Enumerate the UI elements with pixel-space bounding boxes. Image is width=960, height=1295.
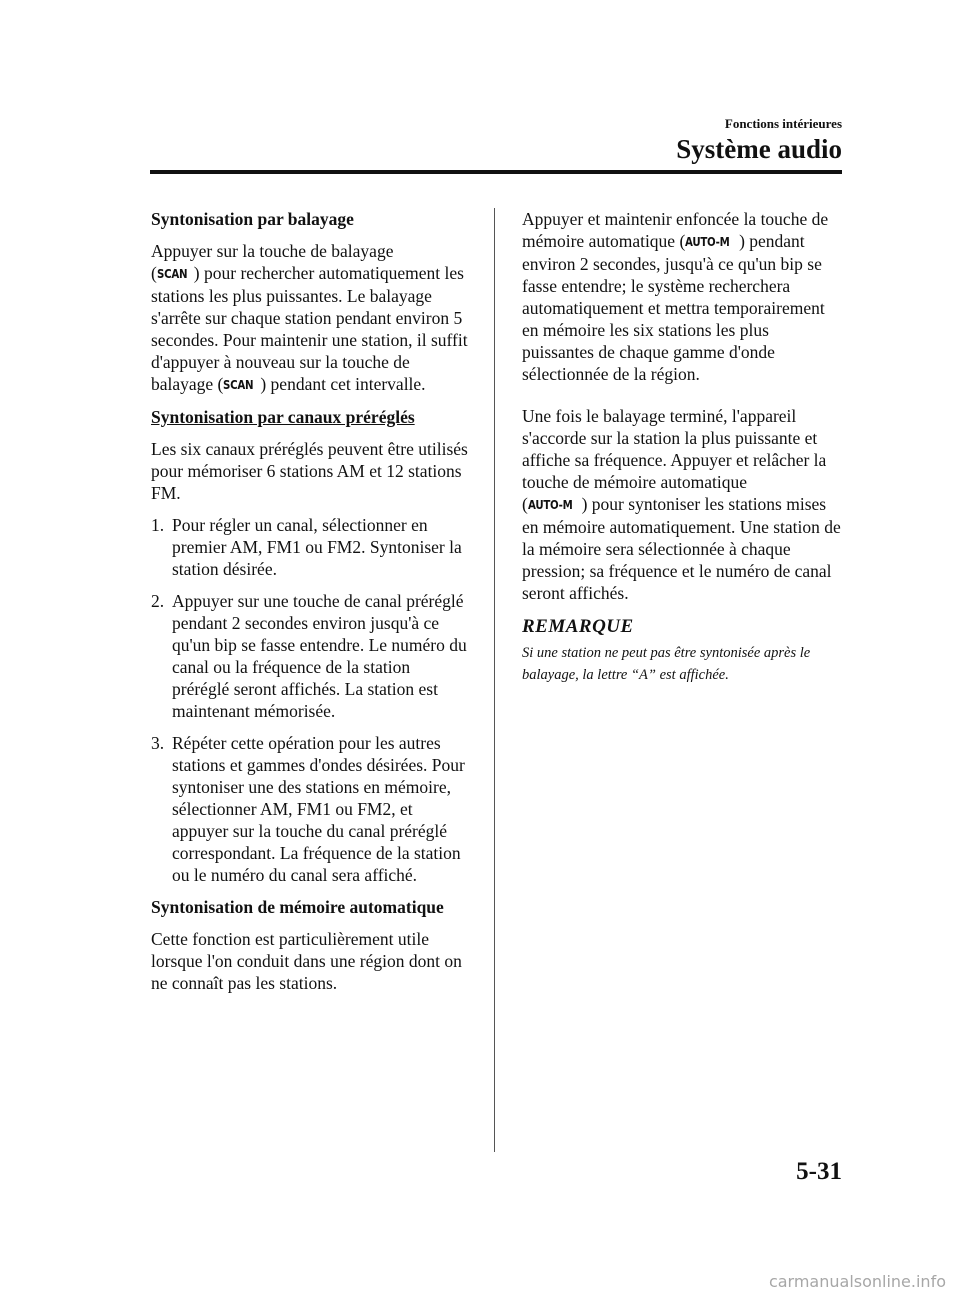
auto-m-button-icon: AUTO-M (685, 235, 730, 249)
preset-intro: Les six canaux préréglés peuvent être utilisés pour mémoriser 6 stations AM et 12 stations FM. (151, 439, 468, 503)
list-item (151, 514, 471, 580)
auto-text-a: Appuyer et maintenir enfoncée la touche de mémoire automatique ( (522, 209, 829, 251)
list-item-text: Pour régler un canal, sélectionner en premier AM, FM1 ou FM2. Syntoniser la station désirée. (172, 515, 462, 579)
auto-text-b: ) pendant environ 2 secondes, jusqu'à ce qu'un bip se fasse entendre; le système recherchera automatiquement et mettra temporairement en mémoire les six stations les plus puissantes de chaque gamme d'onde sélectionnée de la région. (522, 231, 825, 384)
note-text: Si une station ne peut pas être syntonisée après le balayage, la lettre “A” est affichée. (522, 645, 811, 683)
note-title: REMARQUE (522, 616, 634, 637)
scan-button-icon: SCAN (156, 267, 188, 281)
header-title: Système audio (676, 134, 842, 164)
list-item-text: Appuyer sur une touche de canal préréglé pendant 2 secondes environ jusqu'à ce qu'un bip se fasse entendre. Le numéro du canal ou la fréquence de la station préréglé seront affichés. La station est maintenant mémorisée. (172, 591, 467, 721)
list-item-number: 1. (151, 515, 165, 535)
header-section-label: Fonctions intérieures (724, 116, 842, 131)
scan-heading: Syntonisation par balayage (151, 209, 354, 229)
auto-memory-paragraph-1 (522, 208, 842, 385)
auto-text-e: ) pour syntoniser les stations mises en mémoire automatiquement. Une station de la mémoire sera sélectionnée à chaque pression; sa fréquence et le numéro de canal seront affichés. (522, 494, 841, 603)
scan-text-d: ) pendant cet intervalle. (260, 374, 426, 394)
auto-memory-intro: Cette fonction est particulièrement utile lorsque l'on conduit dans une région dont on ne connaît pas les stations. (151, 929, 462, 993)
preset-heading: Syntonisation par canaux préréglés (151, 407, 415, 427)
scan-text-c: ) pour rechercher automatiquement les stations les plus puissantes. Le balayage s'arrête sur chaque station pendant environ 5 secondes. Pour maintenir une station, il suffit d'appuyer à nouveau sur la touche de balayage ( (151, 263, 468, 394)
header-rule (150, 170, 842, 174)
list-item-number: 2. (151, 591, 165, 611)
scan-paragraph (151, 240, 471, 396)
auto-memory-paragraph-2 (522, 405, 842, 604)
list-item (151, 590, 471, 722)
watermark: carmanualsonline.info (768, 1272, 946, 1291)
scan-button-icon: SCAN (223, 378, 254, 392)
auto-text-c: Une fois le balayage terminé, l'appareil s'accorde sur la station la plus puissante et affiche sa fréquence. Appuyer et relâcher la touche de mémoire automatique (522, 406, 827, 492)
left-column (151, 208, 471, 1004)
right-column (522, 208, 842, 686)
auto-text-d: ( (522, 494, 528, 514)
list-item-text: Répéter cette opération pour les autres stations et gammes d'ondes désirées. Pour syntoniser une des stations en mémoire, sélectionner AM, FM1 ou FM2, et appuyer sur la touche du canal préréglé correspondant. La fréquence de la station ou le numéro du canal sera affiché. (172, 733, 465, 885)
page-number: 5-31 (796, 1158, 842, 1185)
list-item (151, 732, 471, 886)
scan-text-a: Appuyer sur la touche de balayage (151, 241, 394, 261)
scan-text-b: ( (151, 263, 157, 283)
column-divider (494, 208, 495, 1152)
auto-m-button-icon: AUTO-M (527, 498, 573, 512)
auto-memory-heading: Syntonisation de mémoire automatique (151, 897, 444, 917)
list-item-number: 3. (151, 733, 165, 753)
